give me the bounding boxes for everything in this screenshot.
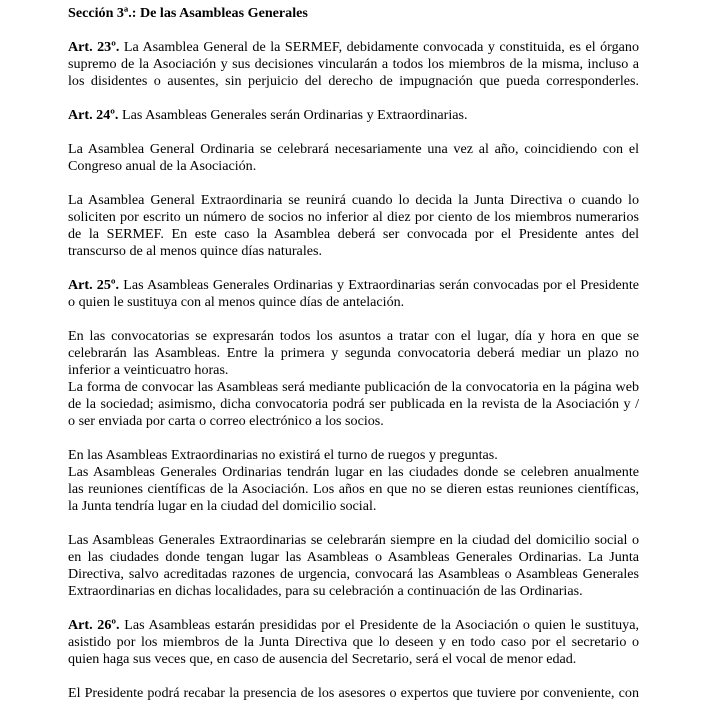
section-title: Sección 3ª.: De las Asambleas Generales — [68, 5, 308, 21]
article-24 — [68, 107, 639, 124]
article-24-text: Las Asambleas Generales serán Ordinarias y Extraordinarias. — [118, 107, 468, 123]
article-26-label: Art. 26º. — [68, 617, 120, 633]
article-24-label: Art. 24º. — [68, 107, 119, 123]
paragraph-presidente-asesores: El Presidente podrá recabar la presencia de los asesores o expertos que tuviere por conveniente, con — [68, 685, 639, 701]
article-23-line-2: supremo de la Asociación y sus decisiones vincularán a todos los miembros de la misma, incluso a — [68, 56, 639, 72]
article-23 — [68, 39, 639, 90]
paragraph-asamblea-ordinaria: La Asamblea General Ordinaria se celebrará necesariamente una vez al año, coincidiendo con el Congreso anual de la Asociación. — [68, 141, 639, 174]
article-23-line-3: los disidentes o ausentes, sin perjuicio del derecho de impugnación que pueda corresponderles. — [68, 73, 639, 89]
paragraph-asamblea-extraordinaria: La Asamblea General Extraordinaria se reunirá cuando lo decida la Junta Directiva o cuando lo soliciten por escrito un número de socios no inferior al diez por ciento de los miembros numerarios de la SERMEF. En este caso la Asamblea deberá ser convocada por el Presidente antes del transcurso de al menos quince días naturales. — [68, 192, 639, 259]
paragraph-ordinarias-lugar: Las Asambleas Generales Ordinarias tendrán lugar en las ciudades donde se celebren anualmente las reuniones científicas de la Asociación. Los años en que no se dieren estas reuniones científicas, la Junta tendría lugar en la ciudad del domicilio social. — [68, 464, 639, 514]
paragraph-convocatorias: En las convocatorias se expresarán todos los asuntos a tratar con el lugar, día y hora en que se celebrarán las Asambleas. Entre la primera y segunda convocatoria deberá mediar un plazo no inferior a veinticuatro horas. — [68, 328, 639, 378]
paragraph-ruegos-preguntas: En las Asambleas Extraordinarias no existirá el turno de ruegos y preguntas. — [68, 447, 498, 463]
article-25-label: Art. 25º. — [68, 277, 120, 293]
paragraph-forma-convocar: La forma de convocar las Asambleas será mediante publicación de la convocatoria en la página web de la sociedad; asimismo, dicha convocatoria podrá ser publicada en la revista de la Asociación y / o ser enviada por carta o correo electrónico a los socios. — [68, 379, 639, 429]
article-25: Art. 25º. Las Asambleas Generales Ordinarias y Extraordinarias serán convocadas por el Presidente o quien le sustituya con al menos quince días de antelación. — [68, 277, 639, 310]
article-26: Art. 26º. Las Asambleas estarán presididas por el Presidente de la Asociación o quien le sustituya, asistido por los miembros de la Junta Directiva que lo deseen y en todo caso por el secretario o quien haga sus veces que, en caso de ausencia del Secretario, será el vocal de menor edad. — [68, 617, 639, 667]
article-23-label: Art. 23º. — [68, 39, 120, 55]
article-23-line-1: Art. 23º. La Asamblea General de la SERMEF, debidamente convocada y constituida, es el órgano — [68, 39, 639, 55]
document-page — [68, 0, 639, 719]
paragraph-extraordinarias-lugar: Las Asambleas Generales Extraordinarias se celebrarán siempre en la ciudad del domicilio social o en las ciudades donde tengan lugar las Asambleas o Asambleas Generales Ordinarias. La Junta Directiva, salvo acreditadas razones de urgencia, convocará las Asambleas o Asambleas Generales Extraordinarias en dichas localidades, para su celebración a continuación de las Ordinarias. — [68, 532, 639, 599]
